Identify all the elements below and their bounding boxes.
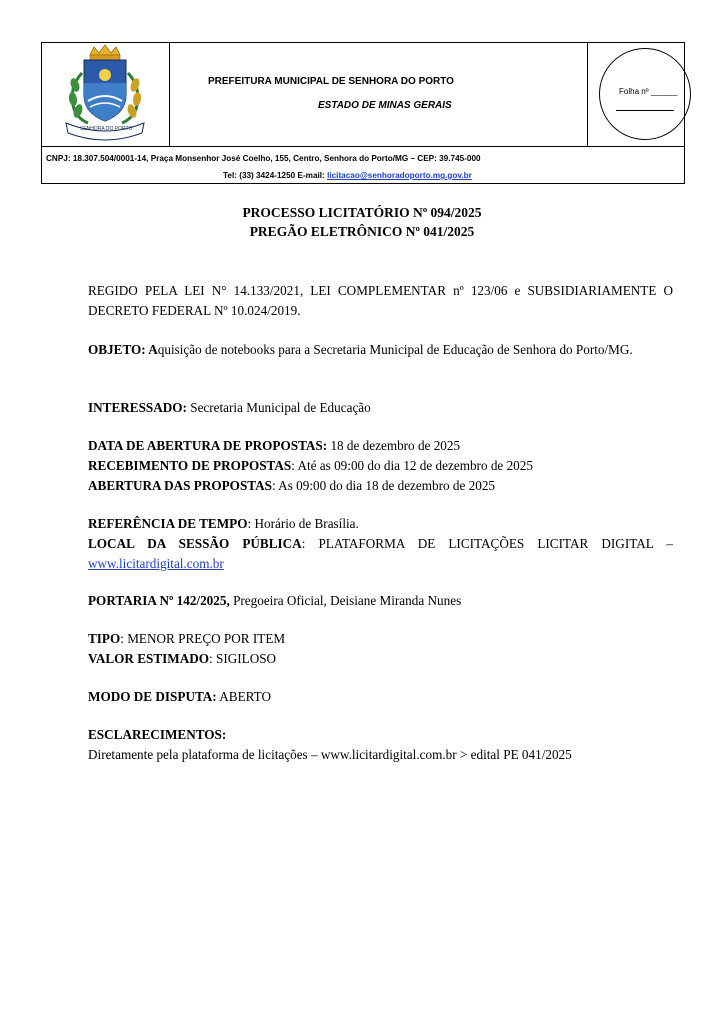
local-line bbox=[88, 534, 673, 574]
abertura-propostas-text: : As 09:00 do dia 18 de dezembro de 2025 bbox=[271, 478, 496, 493]
recebimento-text: : Até as 09:00 do dia 12 de dezembro de 2025 bbox=[291, 458, 533, 473]
modo-label: MODO DE DISPUTA: bbox=[88, 689, 217, 704]
licitar-digital-link[interactable]: www.licitardigital.com.br bbox=[88, 556, 224, 571]
objeto-paragraph bbox=[88, 340, 673, 360]
tipo-label: TIPO bbox=[88, 631, 121, 646]
recebimento-line bbox=[88, 456, 673, 476]
interessado-label: INTERESSADO: bbox=[88, 400, 187, 415]
folha-signature-line bbox=[616, 110, 674, 111]
tipo-line bbox=[88, 629, 673, 649]
abertura-line bbox=[88, 436, 673, 456]
folha-label: Folha nº ______ bbox=[619, 87, 678, 96]
logo-ribbon-text: SENHORA DO PORTO bbox=[80, 126, 133, 132]
portaria-line bbox=[88, 591, 673, 611]
page-number-stamp bbox=[599, 48, 691, 140]
portaria-label: PORTARIA Nº 142/2025, bbox=[88, 593, 230, 608]
valor-line bbox=[88, 649, 673, 669]
abertura-propostas-line bbox=[88, 476, 673, 496]
abertura-propostas-label: ABERTURA DAS PROPOSTAS bbox=[88, 478, 272, 493]
phone-label: Tel: (33) 3424-1250 E-mail: bbox=[223, 171, 328, 180]
coat-of-arms-cell bbox=[42, 43, 170, 146]
tipo-text: : MENOR PREÇO POR ITEM bbox=[120, 631, 286, 646]
referencia-label: REFERÊNCIA DE TEMPO bbox=[88, 516, 248, 531]
letterhead bbox=[41, 42, 685, 184]
recebimento-label: RECEBIMENTO DE PROPOSTAS bbox=[88, 458, 292, 473]
regido-paragraph: REGIDO PELA LEI N° 14.133/2021, LEI COMPLEMENTAR nº 123/06 e SUBSIDIARIAMENTE O DECRETO FEDERAL Nº 10.024/2019. bbox=[88, 283, 673, 318]
process-title: PROCESSO LICITATÓRIO Nº 094/2025 bbox=[242, 205, 482, 220]
contact-line bbox=[223, 171, 472, 180]
referencia-text: : Horário de Brasília. bbox=[247, 516, 359, 531]
valor-label: VALOR ESTIMADO bbox=[88, 651, 210, 666]
abertura-label: DATA DE ABERTURA DE PROPOSTAS: bbox=[88, 438, 328, 453]
valor-text: : SIGILOSO bbox=[209, 651, 277, 666]
local-text: : PLATAFORMA DE LICITAÇÕES LICITAR DIGITAL – bbox=[301, 536, 673, 551]
dates-block bbox=[88, 436, 673, 496]
objeto-text: quisição de notebooks para a Secretaria Municipal de Educação de Senhora do Porto/MG. bbox=[157, 342, 633, 357]
time-location-block bbox=[88, 514, 673, 574]
state-name: ESTADO DE MINAS GERAIS bbox=[318, 100, 452, 111]
letterhead-title-cell bbox=[170, 43, 588, 146]
referencia-line bbox=[88, 514, 673, 534]
esclarecimentos-block bbox=[88, 725, 673, 765]
interessado-line bbox=[88, 398, 673, 418]
modo-line bbox=[88, 687, 673, 707]
cnpj-address-line: CNPJ: 18.307.504/0001-14, Praça Monsenhor José Coelho, 155, Centro, Senhora do Porto/MG – CEP: 39.745-000 bbox=[46, 154, 481, 163]
modo-text: ABERTO bbox=[216, 689, 271, 704]
email-link[interactable]: licitacao@senhoradoporto.mg.gov.br bbox=[327, 171, 472, 180]
objeto-label: OBJETO: A bbox=[88, 342, 158, 357]
header-divider bbox=[42, 146, 684, 147]
local-label: LOCAL DA SESSÃO PÚBLICA bbox=[88, 536, 302, 551]
interessado-text: Secretaria Municipal de Educação bbox=[186, 400, 371, 415]
esclarecimentos-heading: ESCLARECIMENTOS: bbox=[88, 727, 227, 742]
pregao-title: PREGÃO ELETRÔNICO Nº 041/2025 bbox=[249, 224, 475, 239]
tipo-valor-block bbox=[88, 629, 673, 669]
portaria-text: Pregoeira Oficial, Deisiane Miranda Nunes bbox=[229, 593, 462, 608]
esclarecimentos-text: Diretamente pela plataforma de licitações – www.licitardigital.com.br > edital PE 041/2025 bbox=[88, 747, 572, 762]
esclarecimentos-label bbox=[88, 725, 673, 745]
municipality-name: PREFEITURA MUNICIPAL DE SENHORA DO PORTO bbox=[208, 76, 454, 87]
abertura-text: 18 de dezembro de 2025 bbox=[327, 438, 461, 453]
